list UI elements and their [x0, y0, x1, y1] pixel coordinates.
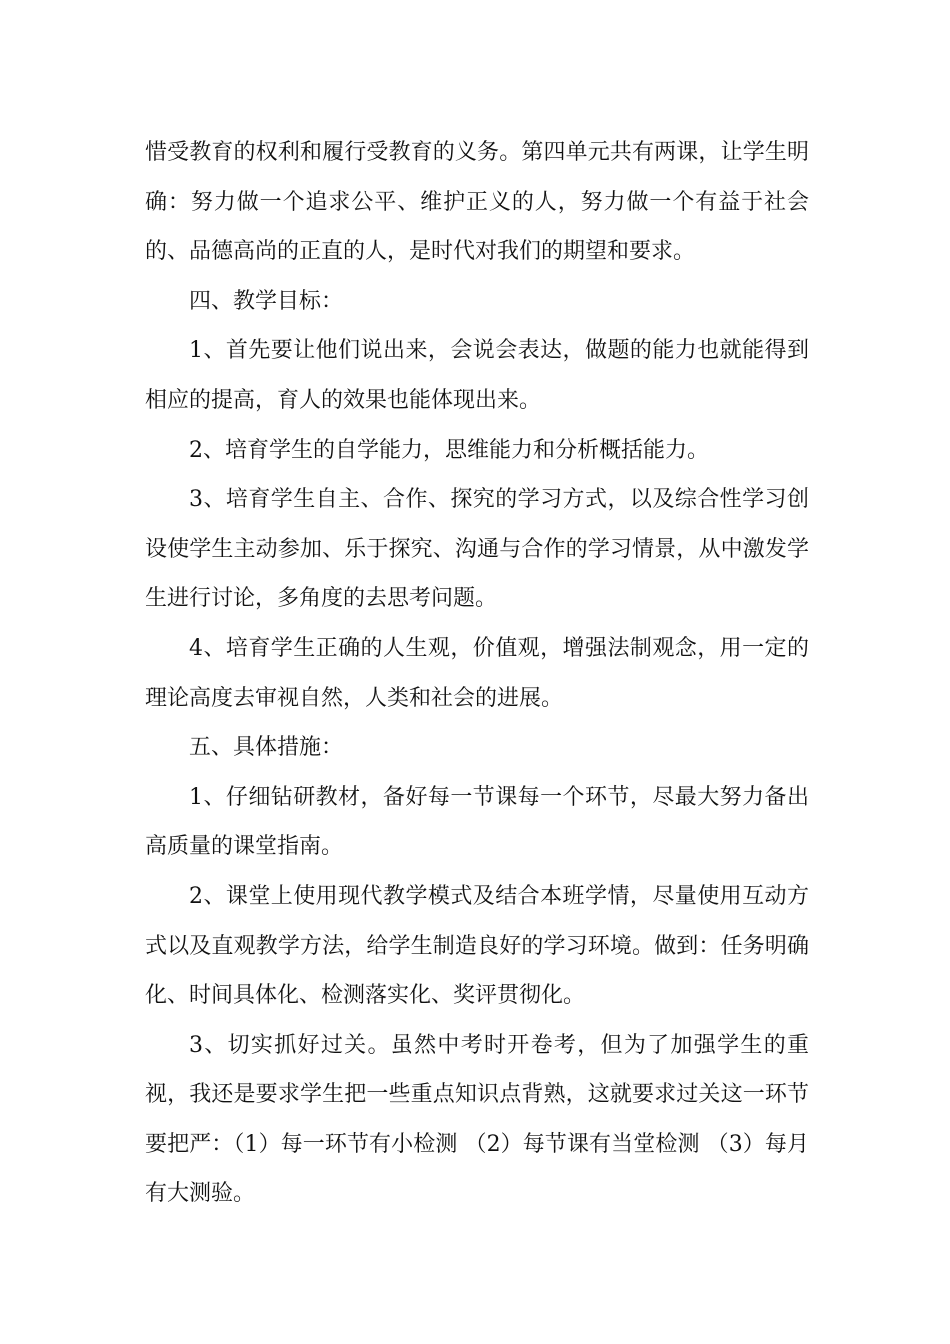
heading-teaching-goals: 四、教学目标： — [189, 288, 344, 314]
heading-specific-measures: 五、具体措施： — [189, 735, 344, 761]
paragraph-continuation: 惜受教育的权利和履行受教育的义务。第四单元共有两课，让学生明确：努力做一个追求公平、维护正义的人，努力做一个有益于社会的、品德高尚的正直的人，是时代对我们的期望和要求。 — [145, 140, 809, 265]
measure-item-3: 3、切实抓好过关。虽然中考时开卷考，但为了加强学生的重视，我还是要求学生把一些重点知识点背熟，这就要求过关这一环节要把严：（1）每一环节有小检测 （2）每节课有当堂检测 （3）每月有大测验。 — [145, 1032, 809, 1207]
document-body — [145, 128, 809, 1219]
goal-item-4: 4、培育学生正确的人生观，价值观，增强法制观念，用一定的理论高度去审视自然，人类和社会的进展。 — [145, 635, 809, 711]
goal-item-2: 2、培育学生的自学能力，思维能力和分析概括能力。 — [189, 437, 709, 463]
goal-item-3: 3、培育学生自主、合作、探究的学习方式，以及综合性学习创设使学生主动参加、乐于探究、沟通与合作的学习情景，从中激发学生进行讨论，多角度的去思考问题。 — [145, 487, 809, 612]
measure-item-1: 1、仔细钻研教材，备好每一节课每一个环节，尽最大努力备出高质量的课堂指南。 — [145, 784, 809, 860]
measure-item-2: 2、课堂上使用现代教学模式及结合本班学情，尽量使用互动方式以及直观教学方法，给学生制造良好的学习环境。做到：任务明确化、时间具体化、检测落实化、奖评贯彻化。 — [145, 883, 809, 1009]
goal-item-1: 1、首先要让他们说出来，会说会表达，做题的能力也就能得到相应的提高，育人的效果也能体现出来。 — [145, 338, 809, 413]
